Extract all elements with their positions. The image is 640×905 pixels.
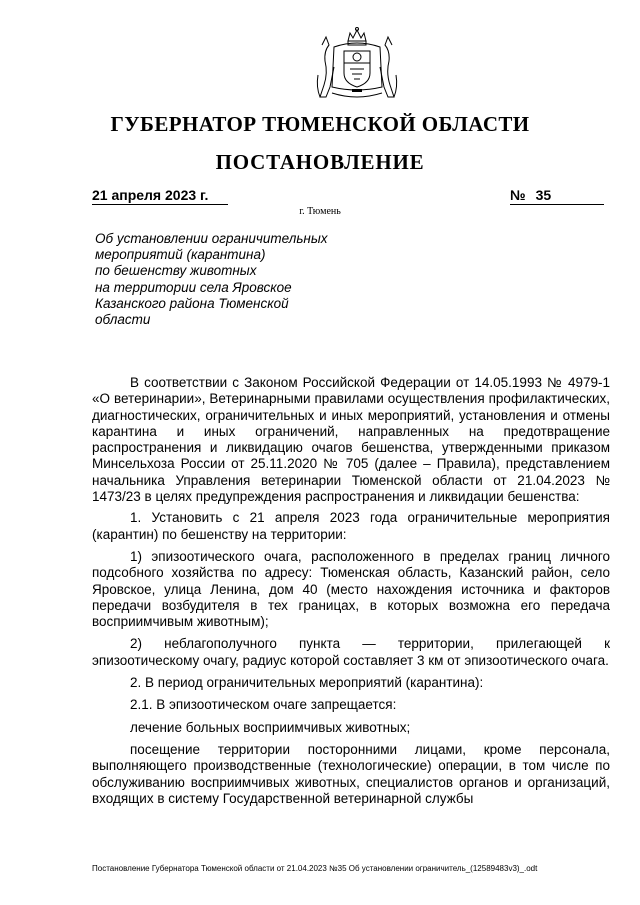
document-date: 21 апреля 2023 г.: [92, 187, 228, 205]
document-city: г. Тюмень: [299, 206, 341, 217]
document-type-title: ПОСТАНОВЛЕНИЕ: [215, 150, 425, 174]
paragraph-item-1-2: 2) неблагополучного пункта — территории, прилегающей к эпизоотическому очагу, радиус которой составляет 3 км от эпизоотического очага.: [92, 636, 610, 668]
subject-line: Об установлении ограничительных: [95, 231, 328, 246]
paragraph-item-2-1-b: посещение территории посторонними лицами, кроме персонала, выполняющего производственные (технологические) операции, в том числе по обслуживанию восприимчивых животных, специалистов органов и организаций, входящих в систему Государственной ветеринарной службы: [92, 741, 610, 806]
subject-line: на территории села Яровское: [95, 279, 292, 295]
document-body: [92, 375, 610, 807]
subject-line: мероприятий (карантина): [95, 247, 266, 263]
page-footer: Постановление Губернатора Тюменской области от 21.04.2023 №35 Об установлении ограничитель_(12589483v3)_.odt: [92, 864, 538, 873]
organization-title: ГУБЕРНАТОР ТЮМЕНСКОЙ ОБЛАСТИ: [110, 112, 530, 136]
document-number: [510, 187, 604, 205]
paragraph-item-2: 2. В период ограничительных мероприятий (карантина):: [130, 675, 484, 691]
preamble-paragraph: В соответствии с Законом Российской Федерации от 14.05.1993 № 4979-1 «О ветеринарии», Ветеринарными правилами осуществления профилактических, диагностических, ограничительных и иных мероприятий, установления и отмены карантина и иных ограничений, направленных на предотвращение распространения и ликвидацию очагов бешенства, утвержденными приказом Минсельхоза России от 25.11.2020 № 705 (далее – Правила), представлением начальника Управления ветеринарии Тюменской области от 21.04.2023 № 1473/23 в целях предупреждения распространения и ликвидации бешенства:: [92, 375, 610, 505]
paragraph-item-1-1: 1) эпизоотического очага, расположенного в пределах границ личного подсобного хозяйства по адресу: Тюменская область, Казанский район, село Яровское, улица Ленина, дом 40 (место нахождения источника и факторов передачи возбудителя в тех границах, в которых возможна его передача восприимчивым животным);: [92, 548, 610, 630]
paragraph-item-2-1-a: лечение больных восприимчивых животных;: [130, 719, 411, 735]
document-number-value: 35: [535, 187, 552, 203]
tyumen-oblast-coat-of-arms-icon: [312, 27, 402, 107]
subject-line: по бешенству животных: [95, 263, 257, 279]
document-subject: [95, 231, 355, 328]
subject-line: Казанского района Тюменской: [95, 295, 289, 311]
document-number-label: №: [510, 187, 526, 203]
paragraph-item-1: 1. Установить с 21 апреля 2023 года ограничительные мероприятия (карантин) по бешенству на территории:: [92, 510, 610, 542]
subject-line: области: [95, 312, 151, 328]
paragraph-item-2-1: 2.1. В эпизоотическом очаге запрещается:: [130, 697, 397, 713]
